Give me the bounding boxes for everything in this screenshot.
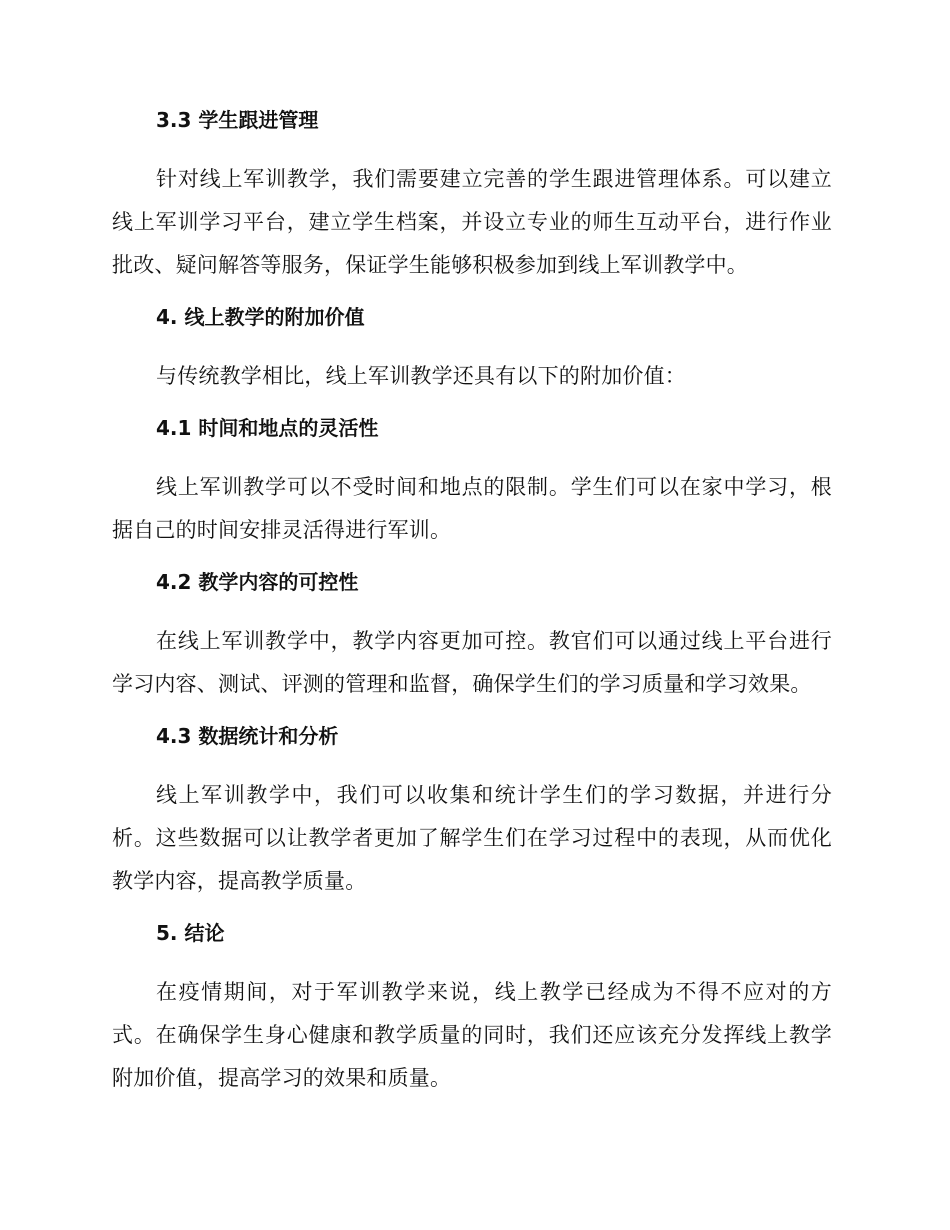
paragraph-content-controllability: 在线上军训教学中，教学内容更加可控。教官们可以通过线上平台进行学习内容、测试、评测的管理和监督，确保学生们的学习质量和学习效果。 [112,629,832,696]
section-heading-3-3: 3.3 学生跟进管理 [156,108,319,132]
paragraph-time-place-flexibility: 线上军训教学可以不受时间和地点的限制。学生们可以在家中学习，根据自己的时间安排灵活得进行军训。 [112,475,832,542]
document-page [112,106,832,1116]
section-heading-4-1: 4.1 时间和地点的灵活性 [156,416,379,440]
paragraph-added-value-intro: 与传统教学相比，线上军训教学还具有以下的附加价值： [156,364,686,388]
paragraph-data-statistics: 线上军训教学中，我们可以收集和统计学生们的学习数据，并进行分析。这些数据可以让教学者更加了解学生们在学习过程中的表现，从而优化教学内容，提高教学质量。 [112,783,832,893]
section-heading-4-3: 4.3 数据统计和分析 [156,724,339,748]
section-heading-4: 4. 线上教学的附加价值 [156,305,365,329]
section-heading-4-2: 4.2 教学内容的可控性 [156,570,359,594]
paragraph-conclusion: 在疫情期间，对于军训教学来说，线上教学已经成为不得不应对的方式。在确保学生身心健康和教学质量的同时，我们还应该充分发挥线上教学附加价值，提高学习的效果和质量。 [112,980,832,1090]
paragraph-student-followup: 针对线上军训教学，我们需要建立完善的学生跟进管理体系。可以建立线上军训学习平台，建立学生档案，并设立专业的师生互动平台，进行作业批改、疑问解答等服务，保证学生能够积极参加到线上军训教学中。 [112,167,832,277]
section-heading-5: 5. 结论 [156,921,225,945]
